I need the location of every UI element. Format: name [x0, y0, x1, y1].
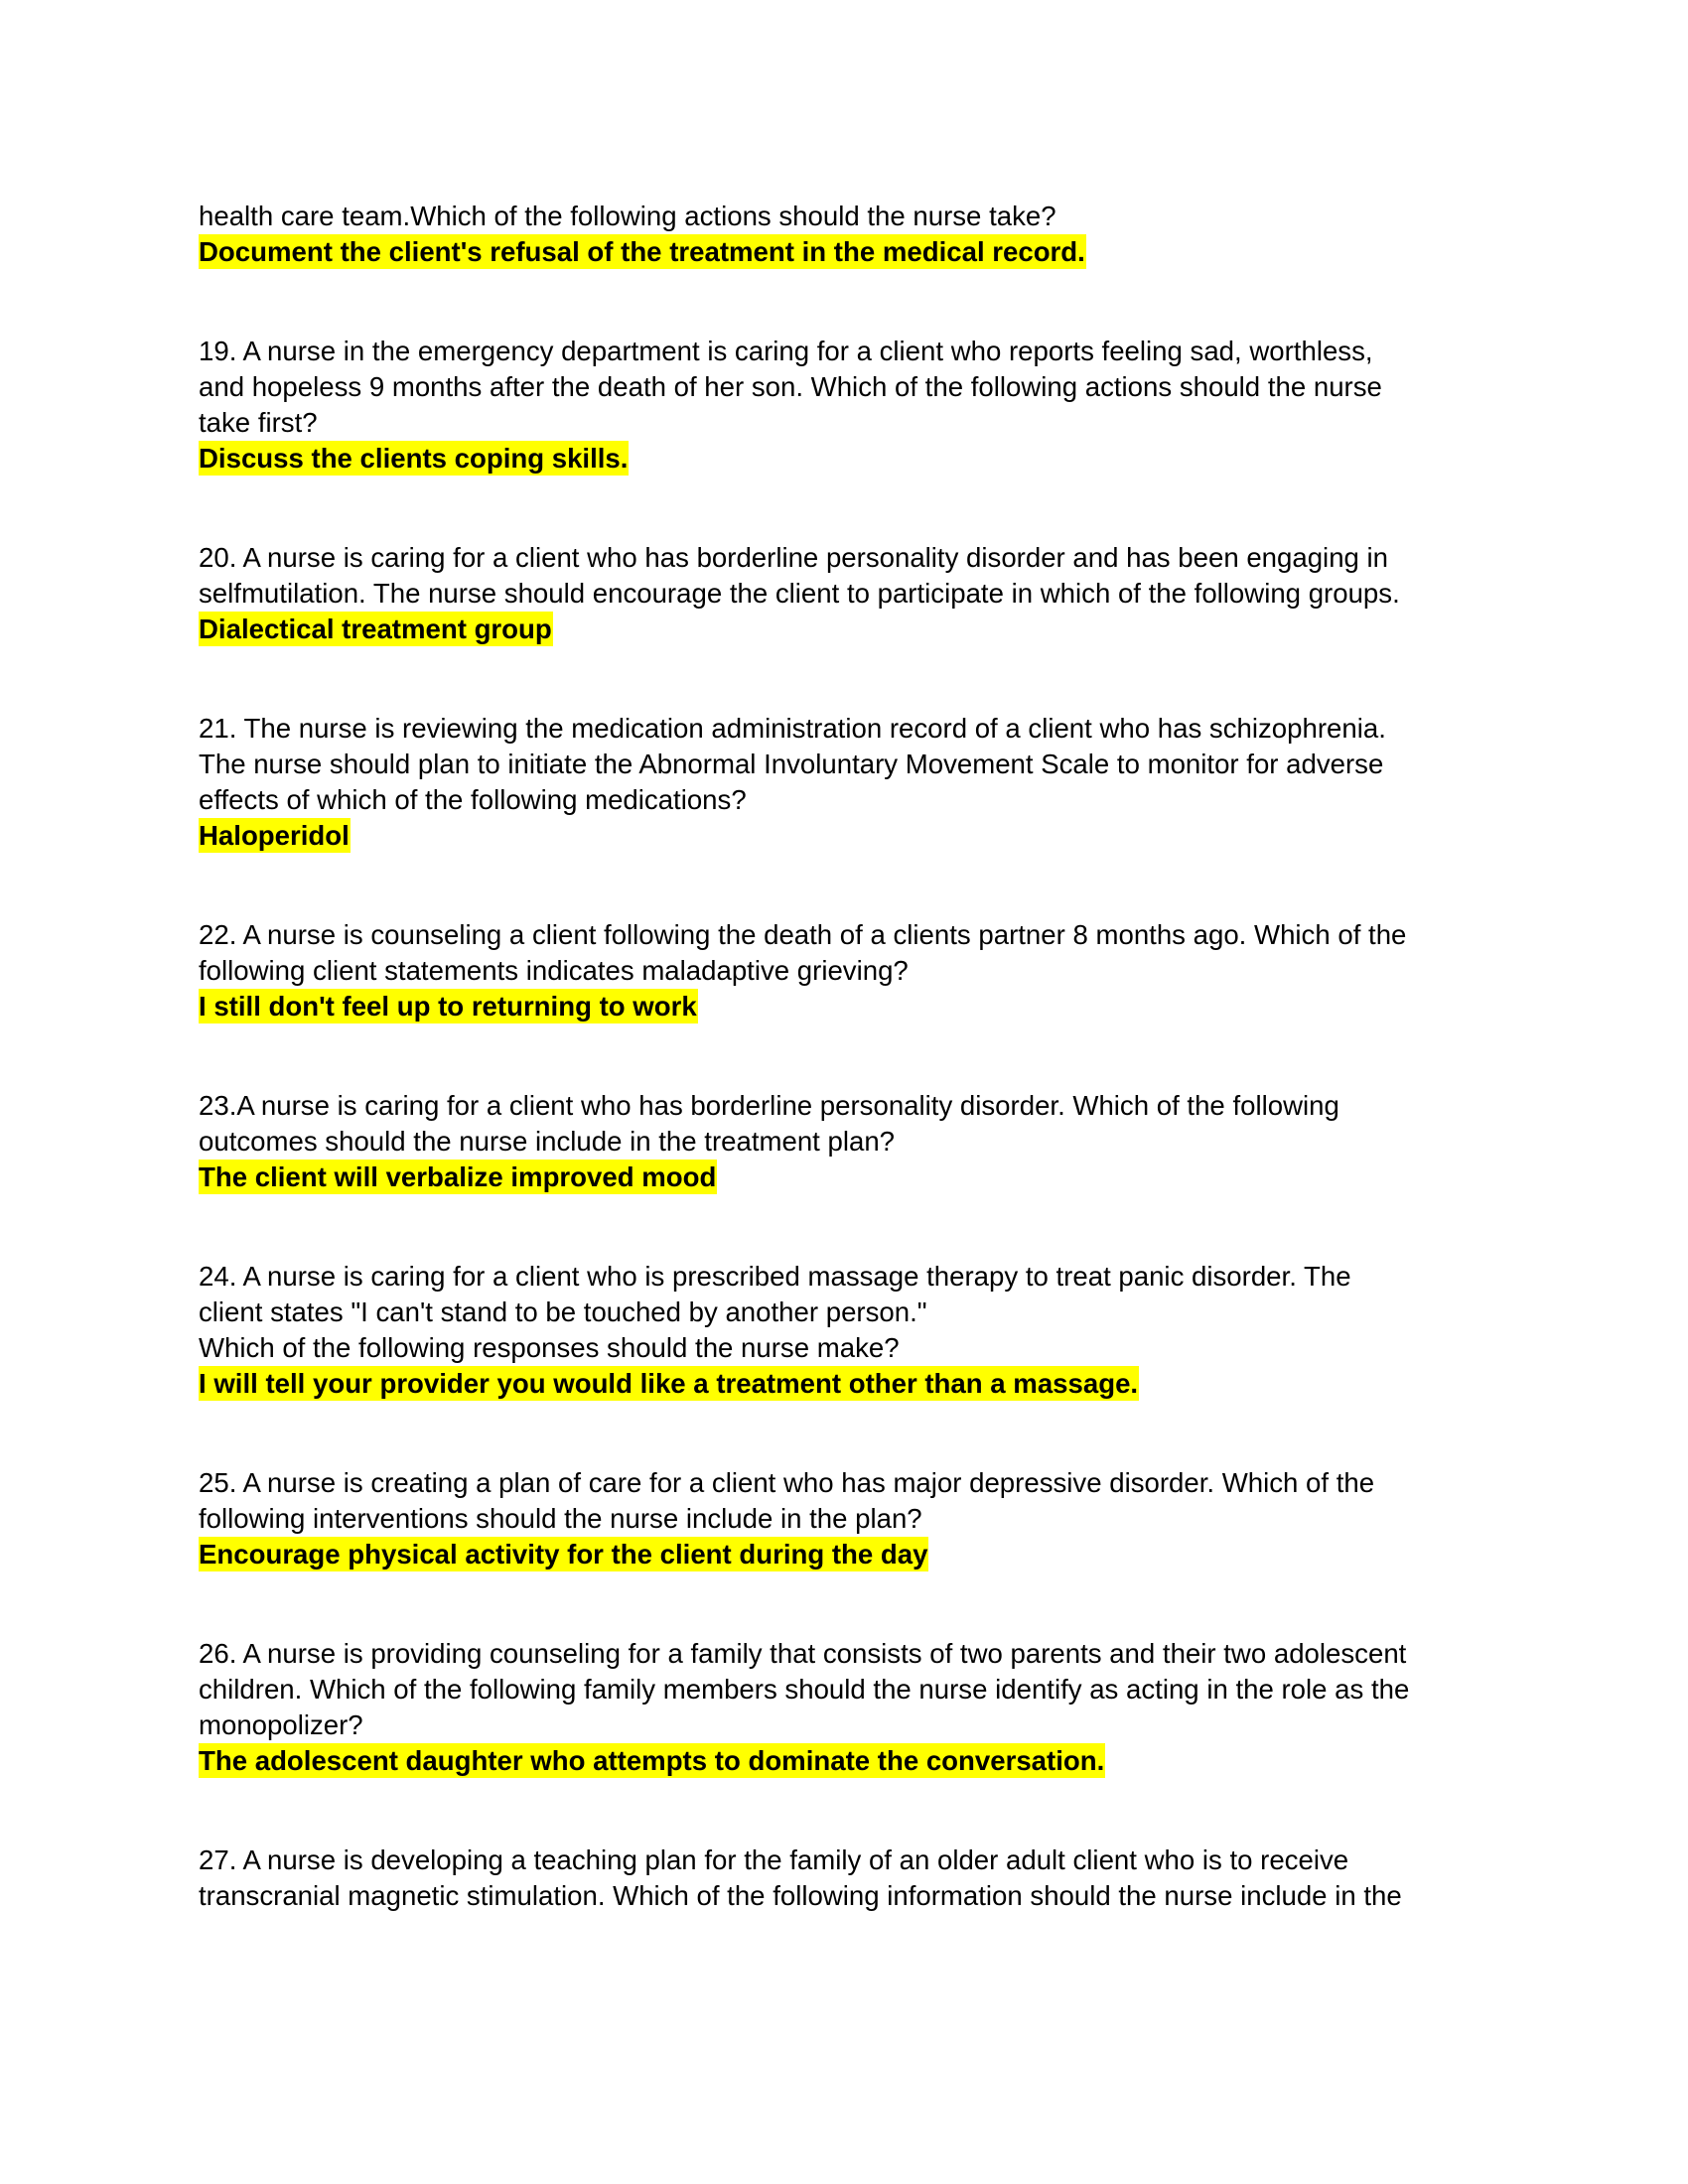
highlighted-answer: The client will verbalize improved mood	[199, 1161, 717, 1192]
question-block-23	[199, 1088, 1509, 1195]
answer-line	[199, 1366, 1509, 1402]
highlighted-answer: I will tell your provider you would like a treatment other than a massage.	[199, 1368, 1139, 1399]
question-text-line: 27. A nurse is developing a teaching plan for the family of an older adult client who is to receive	[199, 1844, 1349, 1875]
question-block-21	[199, 711, 1509, 854]
document-page	[199, 199, 1509, 1914]
question-text-line: effects of which of the following medications?	[199, 784, 747, 815]
answer-line	[199, 818, 1509, 854]
question-block-27	[199, 1843, 1509, 1914]
question-text-line: 24. A nurse is caring for a client who is prescribed massage therapy to treat panic disorder. The	[199, 1261, 1351, 1292]
question-text-line: 21. The nurse is reviewing the medication administration record of a client who has schizophrenia.	[199, 713, 1386, 744]
question-text-line: 22. A nurse is counseling a client following the death of a clients partner 8 months ago. Which of the	[199, 919, 1407, 950]
question-text-line: 23.A nurse is caring for a client who has borderline personality disorder. Which of the following	[199, 1090, 1339, 1121]
highlighted-answer: Discuss the clients coping skills.	[199, 443, 629, 474]
question-block-24	[199, 1259, 1509, 1402]
question-block-25	[199, 1465, 1509, 1572]
answer-line	[199, 612, 1509, 647]
highlighted-answer: Encourage physical activity for the client during the day	[199, 1539, 928, 1570]
question-text-line: The nurse should plan to initiate the Abnormal Involuntary Movement Scale to monitor for adverse	[199, 749, 1384, 779]
question-block-20	[199, 540, 1509, 647]
question-text-line: client states "I can't stand to be touched by another person."	[199, 1297, 927, 1327]
highlighted-answer: Document the client's refusal of the treatment in the medical record.	[199, 236, 1085, 267]
answer-line	[199, 1537, 1509, 1572]
question-block-18-continued	[199, 199, 1509, 270]
question-text-line: Which of the following responses should the nurse make?	[199, 1332, 900, 1363]
answer-line	[199, 441, 1509, 477]
question-text-line: health care team.Which of the following actions should the nurse take?	[199, 201, 1056, 231]
question-text-line: 20. A nurse is caring for a client who has borderline personality disorder and has been engaging in	[199, 542, 1389, 573]
highlighted-answer: Dialectical treatment group	[199, 614, 552, 644]
question-text-line: 25. A nurse is creating a plan of care for a client who has major depressive disorder. Which of the	[199, 1467, 1375, 1498]
question-block-19	[199, 334, 1509, 477]
highlighted-answer: The adolescent daughter who attempts to dominate the conversation.	[199, 1745, 1105, 1776]
question-text-line: outcomes should the nurse include in the treatment plan?	[199, 1126, 896, 1157]
answer-line	[199, 234, 1509, 270]
question-text-line: children. Which of the following family members should the nurse identify as acting in the role as the	[199, 1674, 1410, 1705]
question-text-line: transcranial magnetic stimulation. Which of the following information should the nurse include in the	[199, 1880, 1402, 1911]
answer-line	[199, 989, 1509, 1024]
question-text-line: and hopeless 9 months after the death of her son. Which of the following actions should the nurse	[199, 371, 1382, 402]
question-text-line: 26. A nurse is providing counseling for a family that consists of two parents and their two adolescent	[199, 1638, 1407, 1669]
question-block-26	[199, 1636, 1509, 1779]
highlighted-answer: I still don't feel up to returning to work	[199, 991, 697, 1022]
answer-line	[199, 1743, 1509, 1779]
question-text-line: take first?	[199, 407, 318, 438]
question-text-line: following client statements indicates maladaptive grieving?	[199, 955, 909, 986]
question-text-line: selfmutilation. The nurse should encourage the client to participate in which of the following groups.	[199, 578, 1400, 609]
question-text-line: following interventions should the nurse include in the plan?	[199, 1503, 922, 1534]
question-text-line: 19. A nurse in the emergency department is caring for a client who reports feeling sad, worthless,	[199, 336, 1373, 366]
highlighted-answer: Haloperidol	[199, 820, 350, 851]
question-block-22	[199, 917, 1509, 1024]
answer-line	[199, 1160, 1509, 1195]
question-text-line: monopolizer?	[199, 1709, 363, 1740]
